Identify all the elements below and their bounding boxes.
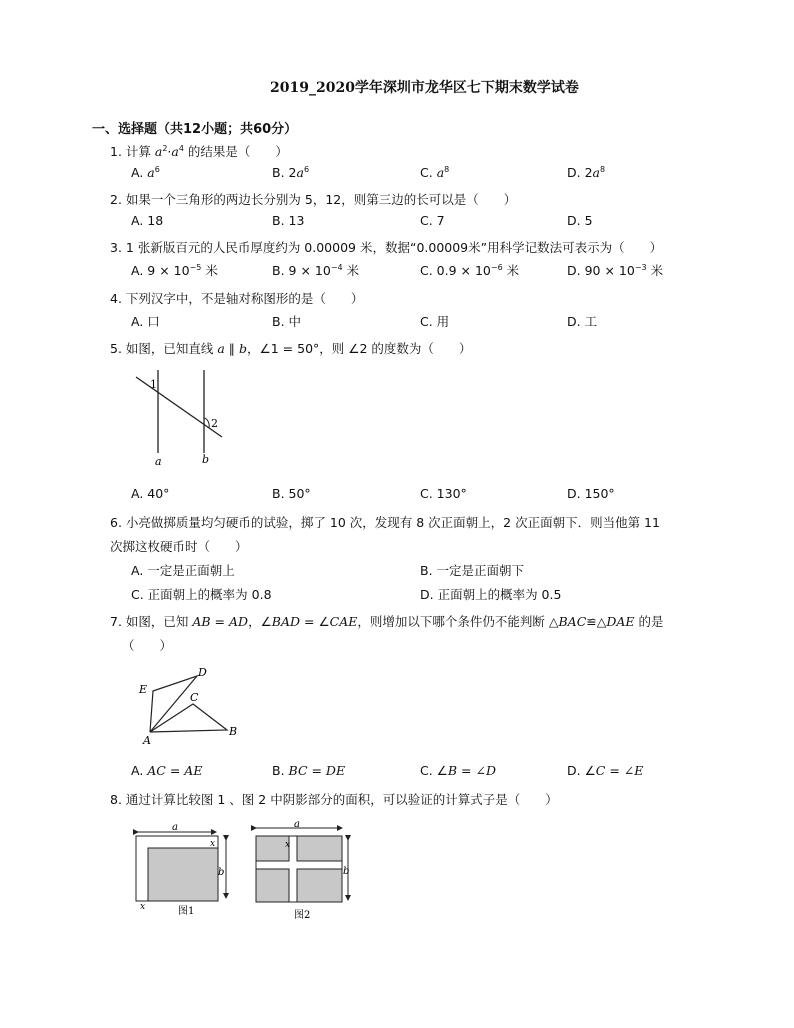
question-6-option-a[interactable]: A. 一定是正面朝上 — [131, 563, 235, 578]
section-heading: 一、选择题（共12小题；共60分） — [92, 122, 298, 137]
fig2-shaded-tr — [297, 836, 342, 861]
line-a-label: a — [155, 455, 162, 468]
question-7-option-b[interactable]: B. BC = DE — [272, 763, 346, 778]
question-8-figure-2 — [248, 820, 363, 925]
question-4-option-b[interactable]: B. 中 — [272, 314, 302, 329]
point-b-label: B — [229, 725, 238, 738]
question-2-option-c[interactable]: C. 7 — [420, 213, 445, 228]
point-d-label: D — [198, 666, 207, 679]
question-7-option-c[interactable]: C. ∠B = ∠D — [420, 763, 496, 778]
fig2-shaded-br — [297, 869, 342, 902]
triangle-ade — [150, 676, 197, 732]
question-1-option-c[interactable]: C. $a^8$ — [420, 165, 450, 180]
question-5-figure — [130, 365, 230, 470]
question-5-option-d[interactable]: D. 150° — [567, 486, 615, 501]
question-4-option-c[interactable]: C. 用 — [420, 314, 450, 329]
question-6-stem-line1: 6. 小亮做掷质量均匀硬币的试验，掷了 10 次，发现有 8 次正面朝上，2 次正面朝下．则当他第 11 — [110, 515, 660, 530]
question-5-option-b[interactable]: B. 50° — [272, 486, 311, 501]
question-1-option-a[interactable]: A. $a^6$ — [131, 165, 160, 180]
question-7-figure — [135, 664, 245, 748]
fig1-label-a: a — [172, 822, 178, 833]
fig2-label-x: x — [285, 840, 291, 850]
question-3-option-d[interactable]: D. $90 \times 10^{-3}$ 米 — [567, 263, 664, 278]
question-2-option-d[interactable]: D. 5 — [567, 213, 593, 228]
angle-1-label: 1 — [150, 378, 157, 391]
question-6-stem-line2: 次掷这枚硬币时（ ） — [110, 539, 248, 554]
fig1-label-x-top: x — [210, 839, 216, 849]
fig2-label-a: a — [294, 820, 300, 830]
question-3-option-c[interactable]: C. $0.9 \times 10^{-6}$ 米 — [420, 263, 520, 278]
question-6-option-c[interactable]: C. 正面朝上的概率为 0.8 — [131, 587, 272, 602]
question-2-option-b[interactable]: B. 13 — [272, 213, 305, 228]
question-7-stem-line1: 7. 如图，已知 AB = AD，∠BAD = ∠CAE，则增加以下哪个条件仍不能判断 △BAC≌△DAE 的是 — [110, 614, 664, 629]
question-8-figure-1 — [128, 820, 238, 920]
fig1-shaded-rect — [148, 848, 218, 901]
question-7-stem-line2: （ ） — [122, 638, 173, 653]
question-3-option-b[interactable]: B. $9 \times 10^{-4}$ 米 — [272, 263, 360, 278]
question-3-option-a[interactable]: A. $9 \times 10^{-5}$ 米 — [131, 263, 218, 278]
fig2-caption: 图2 — [294, 910, 311, 921]
fig1-caption: 图1 — [178, 906, 195, 917]
point-c-label: C — [190, 691, 199, 704]
angle-2-label: 2 — [211, 417, 218, 430]
question-1-stem: 1. 计算 $a^2\cdot a^4$ 的结果是（ ） — [110, 144, 288, 159]
question-1-option-b[interactable]: B. $2a^6$ — [272, 165, 310, 180]
question-4-option-a[interactable]: A. 口 — [131, 314, 160, 329]
fig2-label-b: b — [343, 866, 350, 877]
question-2-option-a[interactable]: A. 18 — [131, 213, 164, 228]
question-8-stem: 8. 通过计算比较图 1 、图 2 中阴影部分的面积，可以验证的计算式子是（ ） — [110, 792, 558, 807]
question-2-stem: 2. 如果一个三角形的两边长分别为 5，12，则第三边的长可以是（ ） — [110, 192, 517, 207]
fig1-label-x-bottom: x — [140, 902, 146, 912]
question-5-option-c[interactable]: C. 130° — [420, 486, 467, 501]
question-7-option-a[interactable]: A. AC = AE — [131, 763, 203, 778]
question-3-stem: 3. 1 张新版百元的人民币厚度约为 0.00009 米，数据“0.00009米”用科学记数法可表示为（ ） — [110, 240, 663, 255]
question-6-option-d[interactable]: D. 正面朝上的概率为 0.5 — [420, 587, 562, 602]
page-title: 2019_2020学年深圳市龙华区七下期末数学试卷 — [270, 80, 579, 96]
question-1-option-d[interactable]: D. $2a^8$ — [567, 165, 606, 180]
question-6-option-b[interactable]: B. 一定是正面朝下 — [420, 563, 525, 578]
line-b-label: b — [202, 453, 210, 466]
point-e-label: E — [139, 683, 148, 696]
question-4-option-d[interactable]: D. 工 — [567, 314, 598, 329]
question-4-stem: 4. 下列汉字中，不是轴对称图形的是（ ） — [110, 291, 364, 306]
question-7-option-d[interactable]: D. ∠C = ∠E — [567, 763, 644, 778]
point-a-label: A — [143, 734, 151, 747]
question-5-option-a[interactable]: A. 40° — [131, 486, 170, 501]
fig1-label-b: b — [218, 867, 225, 878]
question-5-stem: 5. 如图，已知直线 a ∥ b，∠1 = 50°，则 ∠2 的度数为（ ） — [110, 341, 472, 356]
fig2-shaded-bl — [256, 869, 289, 902]
